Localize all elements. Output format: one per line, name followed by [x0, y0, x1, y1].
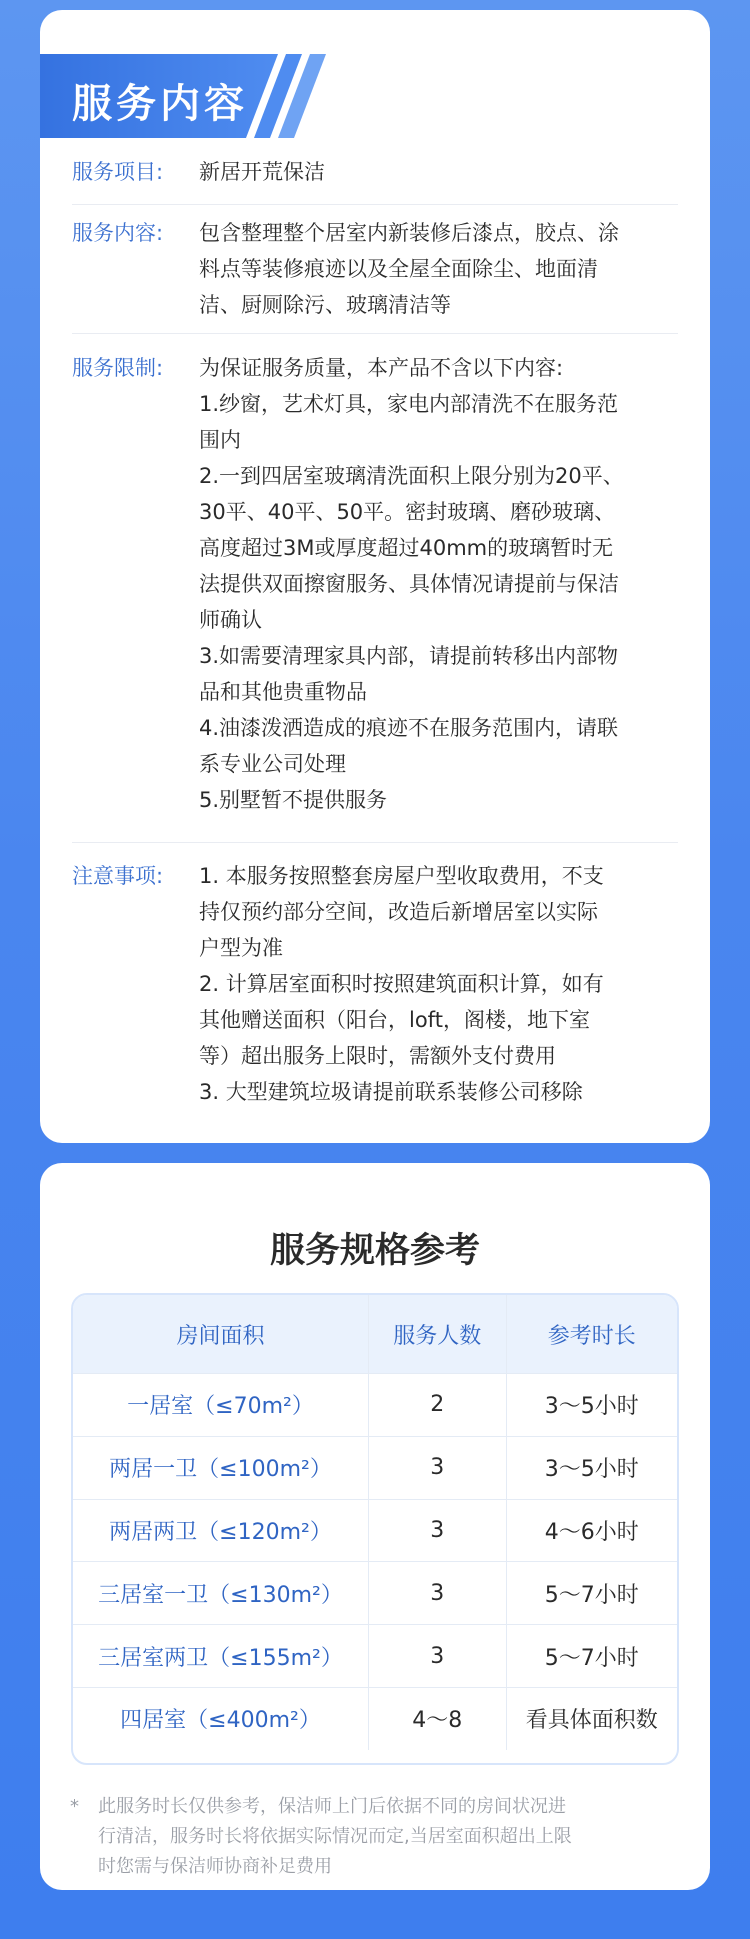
table-row: [73, 1624, 677, 1687]
notice-row: [72, 858, 678, 1118]
cell-duration: 5～7小时: [506, 1562, 677, 1624]
footnote-asterisk: *: [70, 1796, 79, 1817]
cell-room-area: 三居室一卫（≤130m²）: [98, 1582, 343, 1608]
service-detail-row: [72, 215, 678, 334]
cell-duration: 4～6小时: [506, 1500, 677, 1562]
cell-room-area: 两居一卫（≤100m²）: [109, 1457, 332, 1483]
row-content: 新居开荒保洁: [199, 160, 325, 184]
cell-staff-count: 4～8: [368, 1688, 506, 1750]
service-item-row: [72, 154, 678, 205]
table-row: [73, 1436, 677, 1499]
cell-staff-count: 3: [368, 1625, 506, 1687]
table-header: [73, 1295, 677, 1373]
row-label: 服务内容:: [72, 221, 164, 245]
row-label: 服务限制:: [72, 356, 164, 380]
cell-room-area: 一居室（≤70m²）: [127, 1394, 314, 1420]
section-title: 服务内容: [72, 81, 248, 127]
cell-staff-count: 3: [368, 1500, 506, 1562]
cell-staff-count: 2: [368, 1374, 506, 1436]
cell-duration: 3～5小时: [506, 1437, 677, 1499]
cell-duration: 5～7小时: [506, 1625, 677, 1687]
cell-staff-count: 3: [368, 1562, 506, 1624]
cell-staff-count: 3: [368, 1437, 506, 1499]
header-duration: 参考时长: [506, 1295, 677, 1373]
row-content: 包含整理整个居室内新装修后漆点，胶点、涂 料点等装修痕迹以及全屋全面除尘、地面清 洁、厨厕除污、玻璃清洁等: [199, 221, 619, 317]
row-label: 注意事项:: [72, 864, 164, 888]
cell-room-area: 两居两卫（≤120m²）: [109, 1519, 332, 1545]
service-content-card: [40, 10, 710, 1143]
table-body: [73, 1373, 677, 1750]
service-spec-card: [40, 1163, 710, 1890]
table-row: [73, 1373, 677, 1436]
row-label: 服务项目:: [72, 160, 164, 184]
row-content: 1. 本服务按照整套房屋户型收取费用，不支 持仅预约部分空间，改造后新增居室以实际 户型为准 2. 计算居室面积时按照建筑面积计算，如有 其他赠送面积（阳台，loft，阁楼，地下室 等）超出服务上限时，需额外支付费用 3. 大型建筑垃圾请提前联系装修公司移除: [199, 864, 604, 1104]
spec-title: 服务规格参考: [269, 1231, 480, 1271]
cell-room-area: 三居室两卫（≤155m²）: [98, 1645, 343, 1671]
cell-room-area: 四居室（≤400m²）: [120, 1708, 321, 1734]
cell-duration: 看具体面积数: [506, 1688, 677, 1750]
service-limit-row: [72, 350, 678, 843]
footnote-text: 此服务时长仅供参考，保洁师上门后依据不同的房间状况进 行清洁，服务时长将依据实际情况而定,当居室面积超出上限 时您需与保洁师协商补足费用: [98, 1796, 572, 1877]
cell-duration: 3～5小时: [506, 1374, 677, 1436]
table-row: [73, 1687, 677, 1750]
header-room-area: 房间面积: [176, 1323, 265, 1349]
table-row: [73, 1499, 677, 1562]
spec-table: [71, 1293, 679, 1765]
header-staff-count: 服务人数: [368, 1295, 506, 1373]
row-content: 为保证服务质量，本产品不含以下内容: 1.纱窗，艺术灯具，家电内部清洗不在服务范 围内 2.一到四居室玻璃清洗面积上限分别为20平、 30平、40平、50平。密封玻璃、磨砂玻璃、 高度超过3M或厚度超过40mm的玻璃暂时无 法提供双面擦窗服务、具体情况请提前与保洁 师确认 3.如需要清理家具内部，请提前转移出内部物 品和其他贵重物品 4.油漆泼洒造成的痕迹不在服务范围内，请联 系专业公司处理 5.别墅暂不提供服务: [199, 356, 624, 812]
table-row: [73, 1561, 677, 1624]
